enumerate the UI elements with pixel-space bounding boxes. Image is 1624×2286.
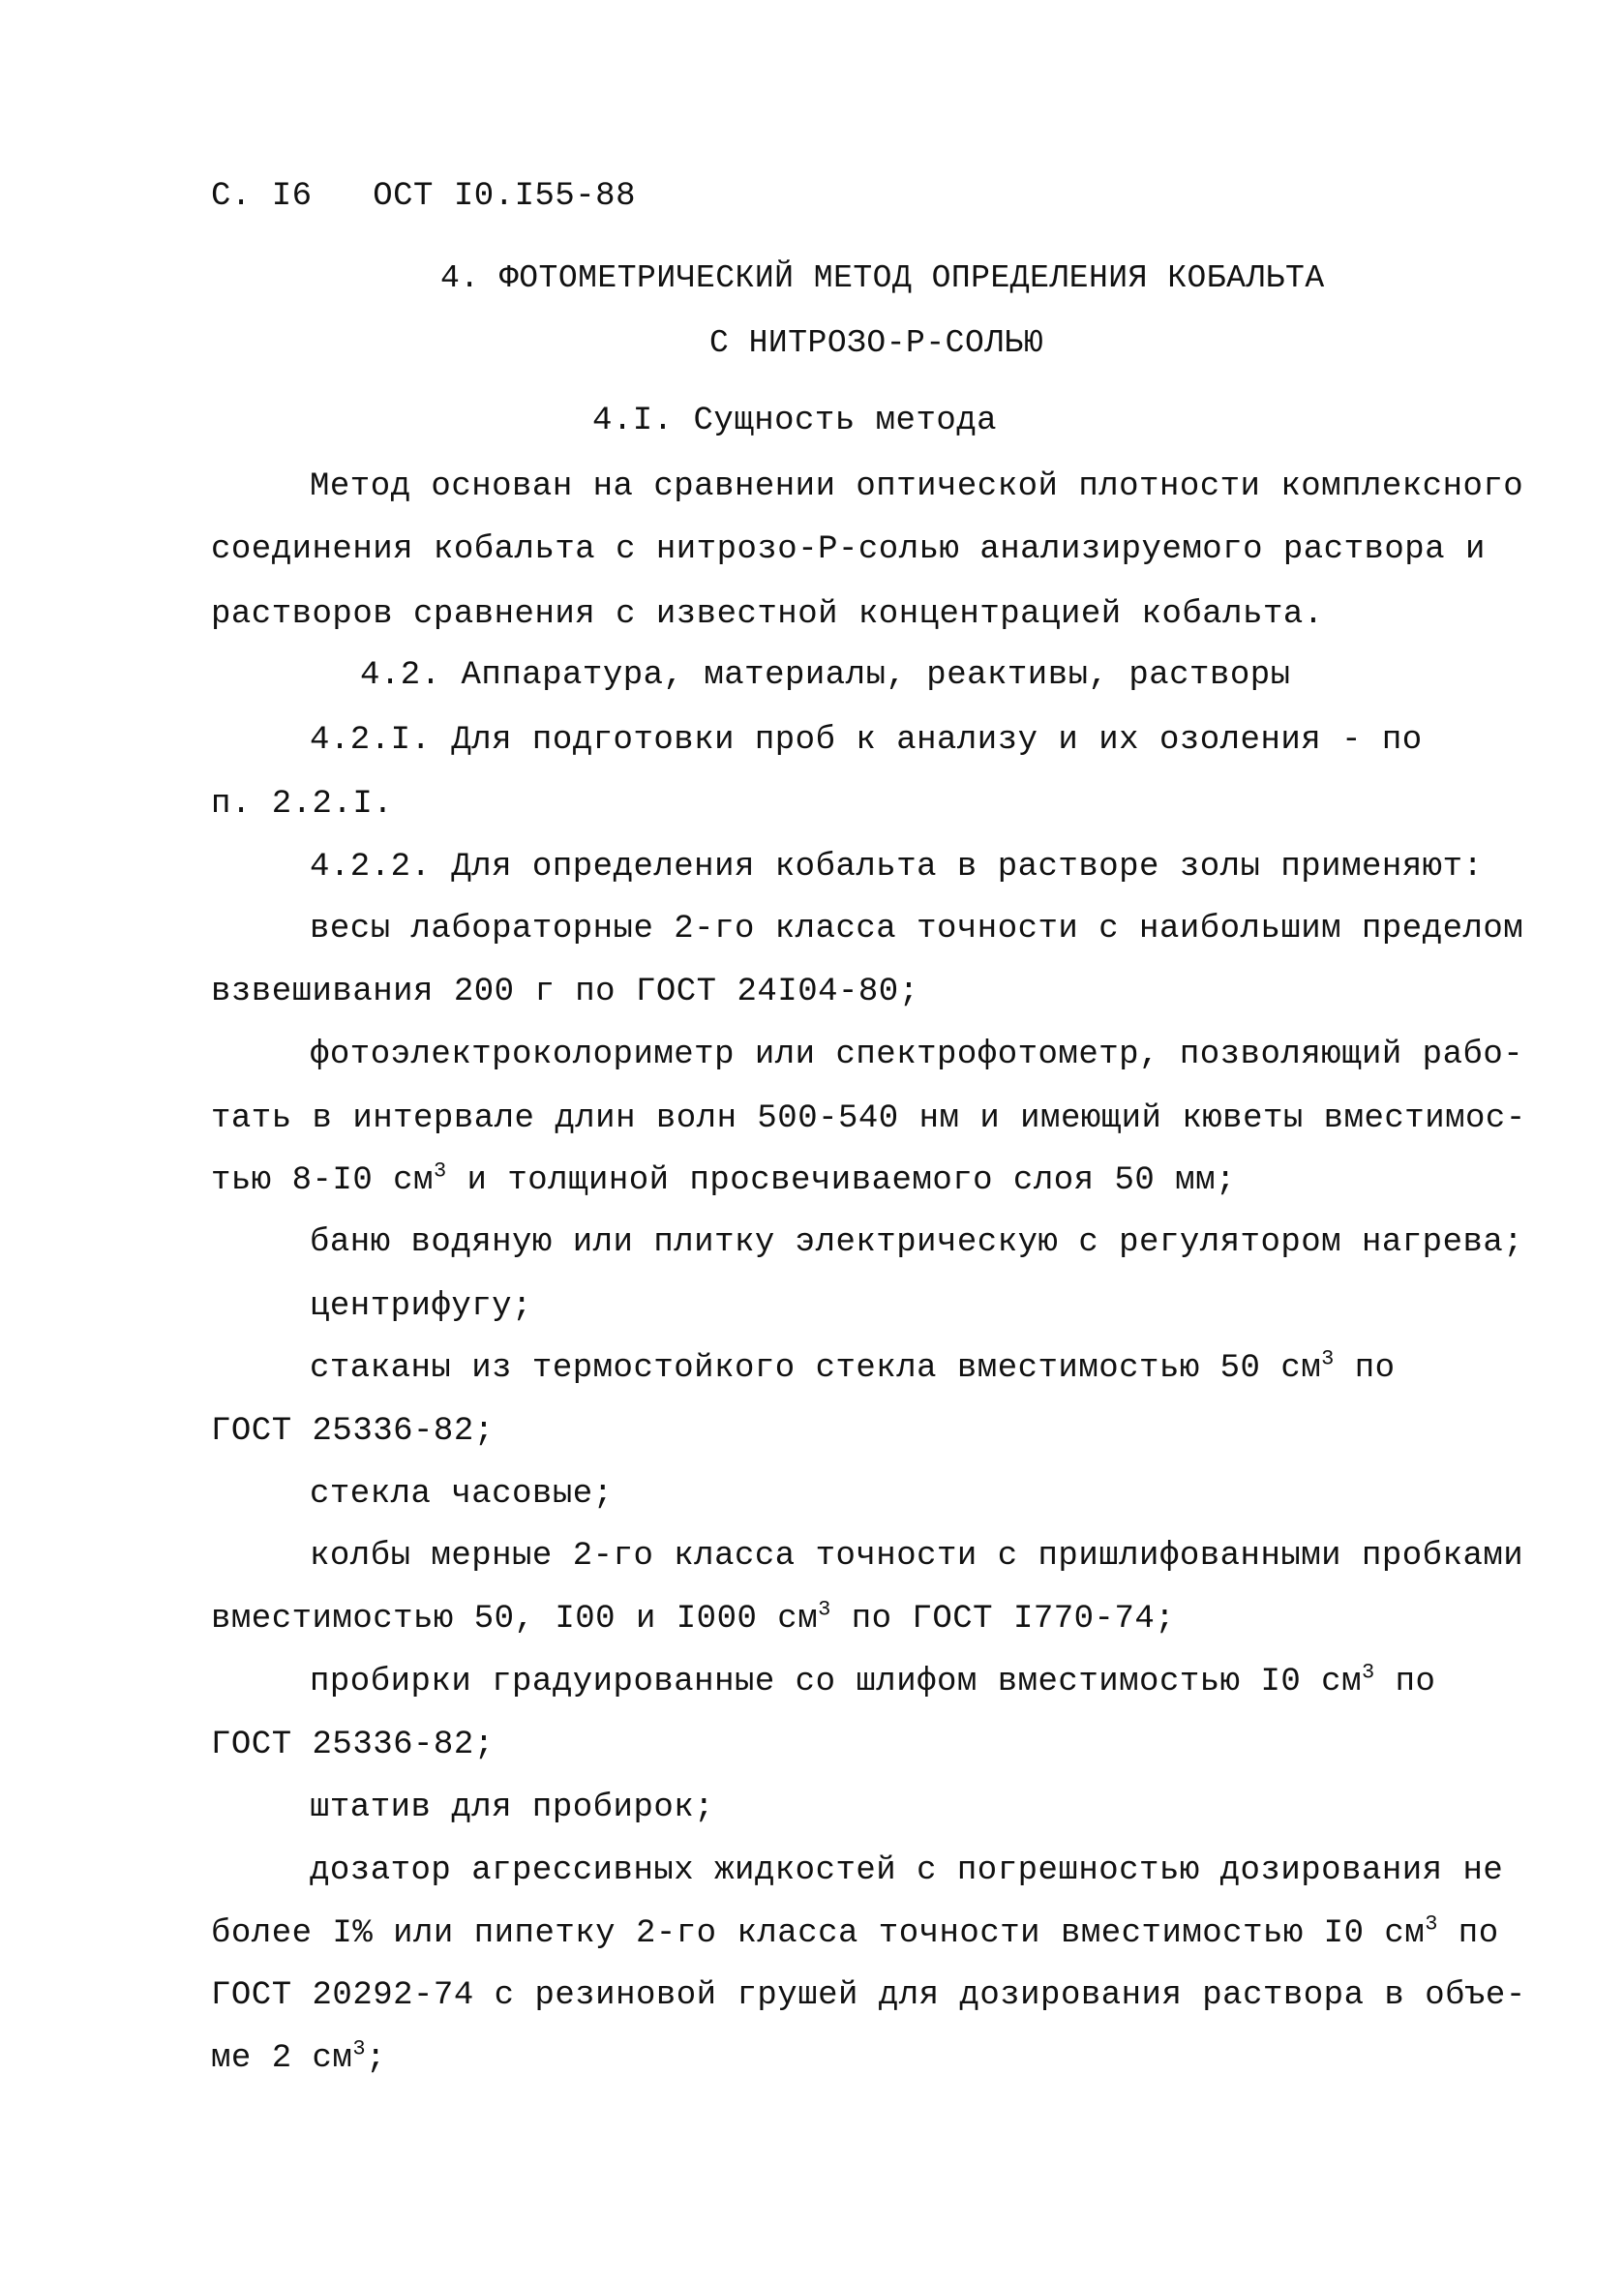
list-item: баню водяную или плитку электрическую с регулятором нагрева; xyxy=(310,1224,1524,1261)
section-title-line2: С НИТРОЗО-Р-СОЛЬЮ xyxy=(709,325,1044,361)
list-item-cont: тать в интервале длин волн 500-540 нм и имеющий кюветы вместимос- xyxy=(211,1100,1526,1137)
page-header xyxy=(211,177,636,216)
paragraph-line: Метод основан на сравнении оптической плотности комплексного xyxy=(310,468,1524,505)
list-item-cont: ГОСТ 20292-74 с резиновой грушей для дозирования раствора в объе- xyxy=(211,1977,1526,2014)
paragraph-line: растворов сравнения с известной концентрацией кобальта. xyxy=(211,596,1324,633)
section-title-line1: 4. ФОТОМЕТРИЧЕСКИЙ МЕТОД ОПРЕДЕЛЕНИЯ КОБАЛЬТА xyxy=(440,260,1325,296)
list-item-cont: более I% или пипетку 2-го класса точности вместимостью I0 $см^3$ по xyxy=(211,1911,1499,1952)
list-item: весы лабораторные 2-го класса точности с наибольшим пределом xyxy=(310,911,1524,947)
list-item: стекла часовые; xyxy=(310,1476,614,1513)
list-item: стаканы из термостойкого стекла вместимостью 50 $см^3$ по xyxy=(310,1346,1396,1387)
clause-4-2-1-cont: п. 2.2.I. xyxy=(211,786,394,823)
paragraph-line: соединения кобальта с нитрозо-Р-солью анализируемого раствора и xyxy=(211,531,1486,568)
list-item: штатив для пробирок; xyxy=(310,1790,715,1826)
clause-4-2-2: 4.2.2. Для определения кобальта в растворе золы применяют: xyxy=(310,849,1484,886)
list-item: центрифугу; xyxy=(310,1288,532,1325)
subsection-heading-4-1: 4.I. Сущность метода xyxy=(592,403,998,439)
list-item-cont: взвешивания 200 г по ГОСТ 24I04-80; xyxy=(211,974,919,1010)
standard-code: ОСТ I0.I55-88 xyxy=(373,178,636,215)
list-item-cont: ГОСТ 25336-82; xyxy=(211,1727,495,1763)
clause-4-2-1: 4.2.I. Для подготовки проб к анализу и их озоления - по xyxy=(310,722,1423,759)
list-item-cont: вместимостью 50, I00 и I000 $см^3$ по ГОСТ I770-74; xyxy=(211,1597,1176,1638)
list-item-cont: ГОСТ 25336-82; xyxy=(211,1413,495,1450)
list-item-cont: тью 8-I0 $см^3$ и толщиной просвечиваемого слоя 50 мм; xyxy=(211,1158,1236,1199)
subsection-heading-4-2: 4.2. Аппаратура, материалы, реактивы, растворы xyxy=(360,657,1291,694)
list-item: фотоэлектроколориметр или спектрофотометр, позволяющий рабо- xyxy=(310,1037,1524,1073)
list-item: пробирки градуированные со шлифом вместимостью I0 $см^3$ по xyxy=(310,1660,1436,1700)
list-item: дозатор агрессивных жидкостей с погрешностью дозирования не xyxy=(310,1852,1504,1889)
page-number: С. I6 xyxy=(211,178,313,215)
list-item: колбы мерные 2-го класса точности с пришлифованными пробками xyxy=(310,1538,1524,1575)
list-item-cont: ме 2 $см^3$; xyxy=(211,2036,386,2077)
